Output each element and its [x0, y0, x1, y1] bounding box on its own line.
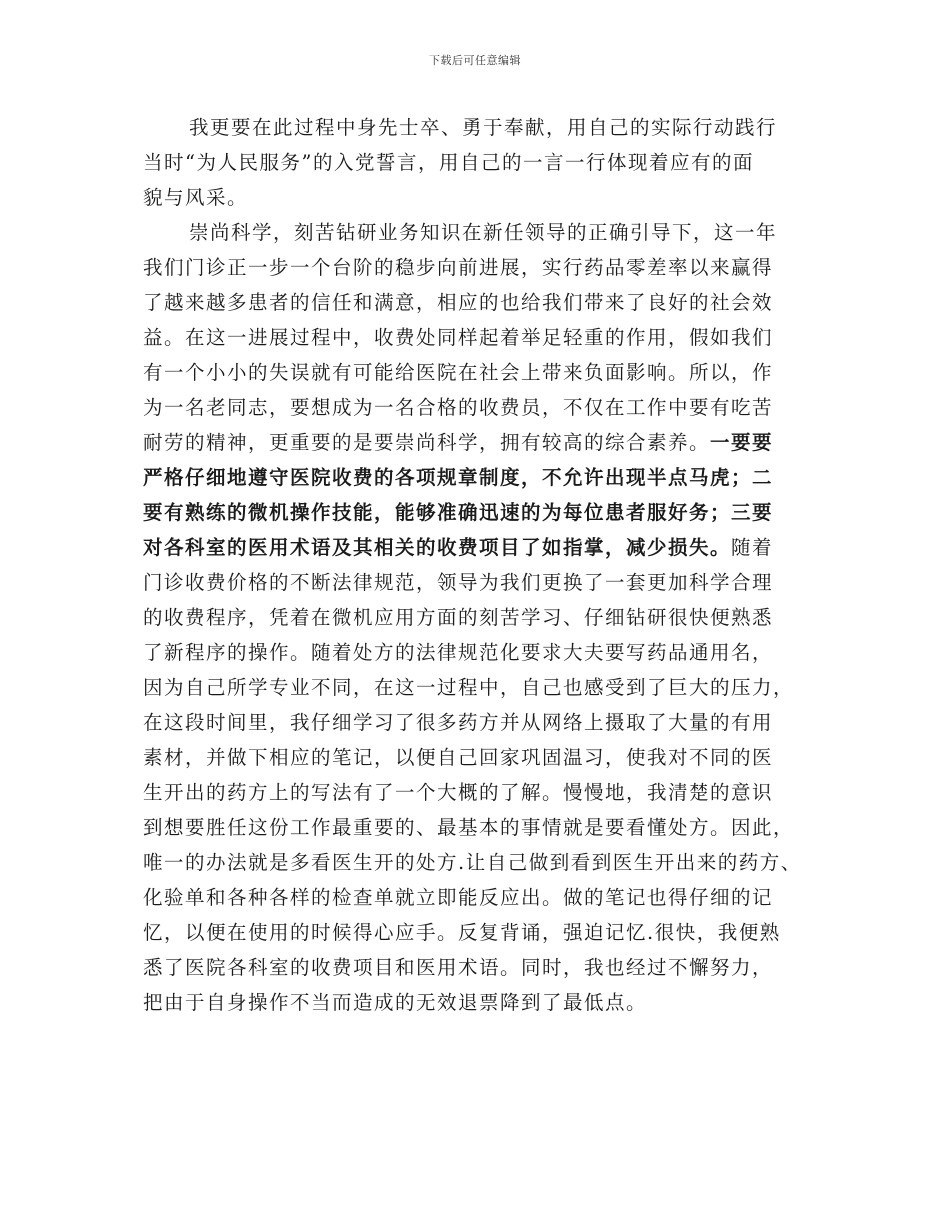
text-line: 悉了医院各科室的收费项目和医用术语。同时，我也经过不懈努力，: [143, 956, 774, 979]
text-line: 为一名老同志，要想成为一名合格的收费员，不仅在工作中要有吃苦: [143, 396, 774, 419]
text-segment: 随着: [731, 536, 774, 559]
text-line: 门诊收费价格的不断法律规范，领导为我们更换了一套更加科学合理: [143, 571, 774, 594]
page-header: 下载后可任意编辑: [429, 54, 521, 67]
text-line: 把由于自身操作不当而造成的无效退票降到了最低点。: [143, 991, 648, 1014]
text-line: 我们门诊正一步一个台阶的稳步向前进展，实行药品零差率以来赢得: [143, 256, 774, 279]
text-line: 唯一的办法就是多看医生开的处方.让自己做到看到医生开出来的药方、: [143, 851, 802, 874]
text-line: 了新程序的操作。随着处方的法律规范化要求大夫要写药品通用名，: [143, 641, 774, 664]
text-line: 到想要胜任这份工作最重要的、最基本的事情就是要看懂处方。因此，: [143, 816, 795, 839]
text-line: 忆，以便在使用的时候得心应手。反复背诵，强迫记忆.很快，我便熟: [143, 921, 781, 944]
text-line: 益。在这一进展过程中，收费处同样起着举足轻重的作用，假如我们: [143, 326, 774, 349]
text-line: 在这段时间里，我仔细学习了很多药方并从网络上摄取了大量的有用: [143, 711, 774, 734]
text-line: 当时“为人民服务”的入党誓言，用自己的一言一行体现着应有的面: [143, 151, 754, 174]
bold-text-segment: 一要要: [710, 431, 774, 454]
text-line: 了越来越多患者的信任和满意，相应的也给我们带来了良好的社会效: [143, 291, 774, 314]
bold-text-segment: 对各科室的医用术语及其相关的收费项目了如指掌，减少损失。: [143, 536, 732, 559]
bold-text-line: 要有熟练的微机操作技能，能够准确迅速的为每位患者服好务；三要: [143, 501, 774, 524]
text-segment: 耐劳的精神，更重要的是要崇尚科学，拥有较高的综合素养。: [143, 431, 711, 454]
text-line: 的收费程序，凭着在微机应用方面的刻苦学习、仔细钻研很快便熟悉: [143, 606, 774, 629]
bold-text-line: 严格仔细地遵守医院收费的各项规章制度，不允许出现半点马虎；二: [143, 466, 774, 489]
text-line: 素材，并做下相应的笔记，以便自己回家巩固温习，使我对不同的医: [143, 746, 774, 769]
text-line: 因为自己所学专业不同，在这一过程中，自己也感受到了巨大的压力，: [143, 676, 795, 699]
text-line: [143, 425, 813, 460]
text-line: 生开出的药方上的写法有了一个大概的了解。慢慢地，我清楚的意识: [143, 781, 774, 804]
text-line: 貌与风采。: [143, 186, 249, 209]
text-line: [143, 530, 813, 565]
text-line: 我更要在此过程中身先士卒、勇于奉献，用自己的实际行动践行: [189, 116, 778, 139]
text-line: 化验单和各种各样的检查单就立即能反应出。做的笔记也得仔细的记: [143, 886, 774, 909]
text-line: 有一个小小的失误就有可能给医院在社会上带来负面影响。所以，作: [143, 361, 774, 384]
text-line: 崇尚科学，刻苦钻研业务知识在新任领导的正确引导下，这一年: [189, 221, 778, 244]
document-body: [143, 110, 813, 1020]
